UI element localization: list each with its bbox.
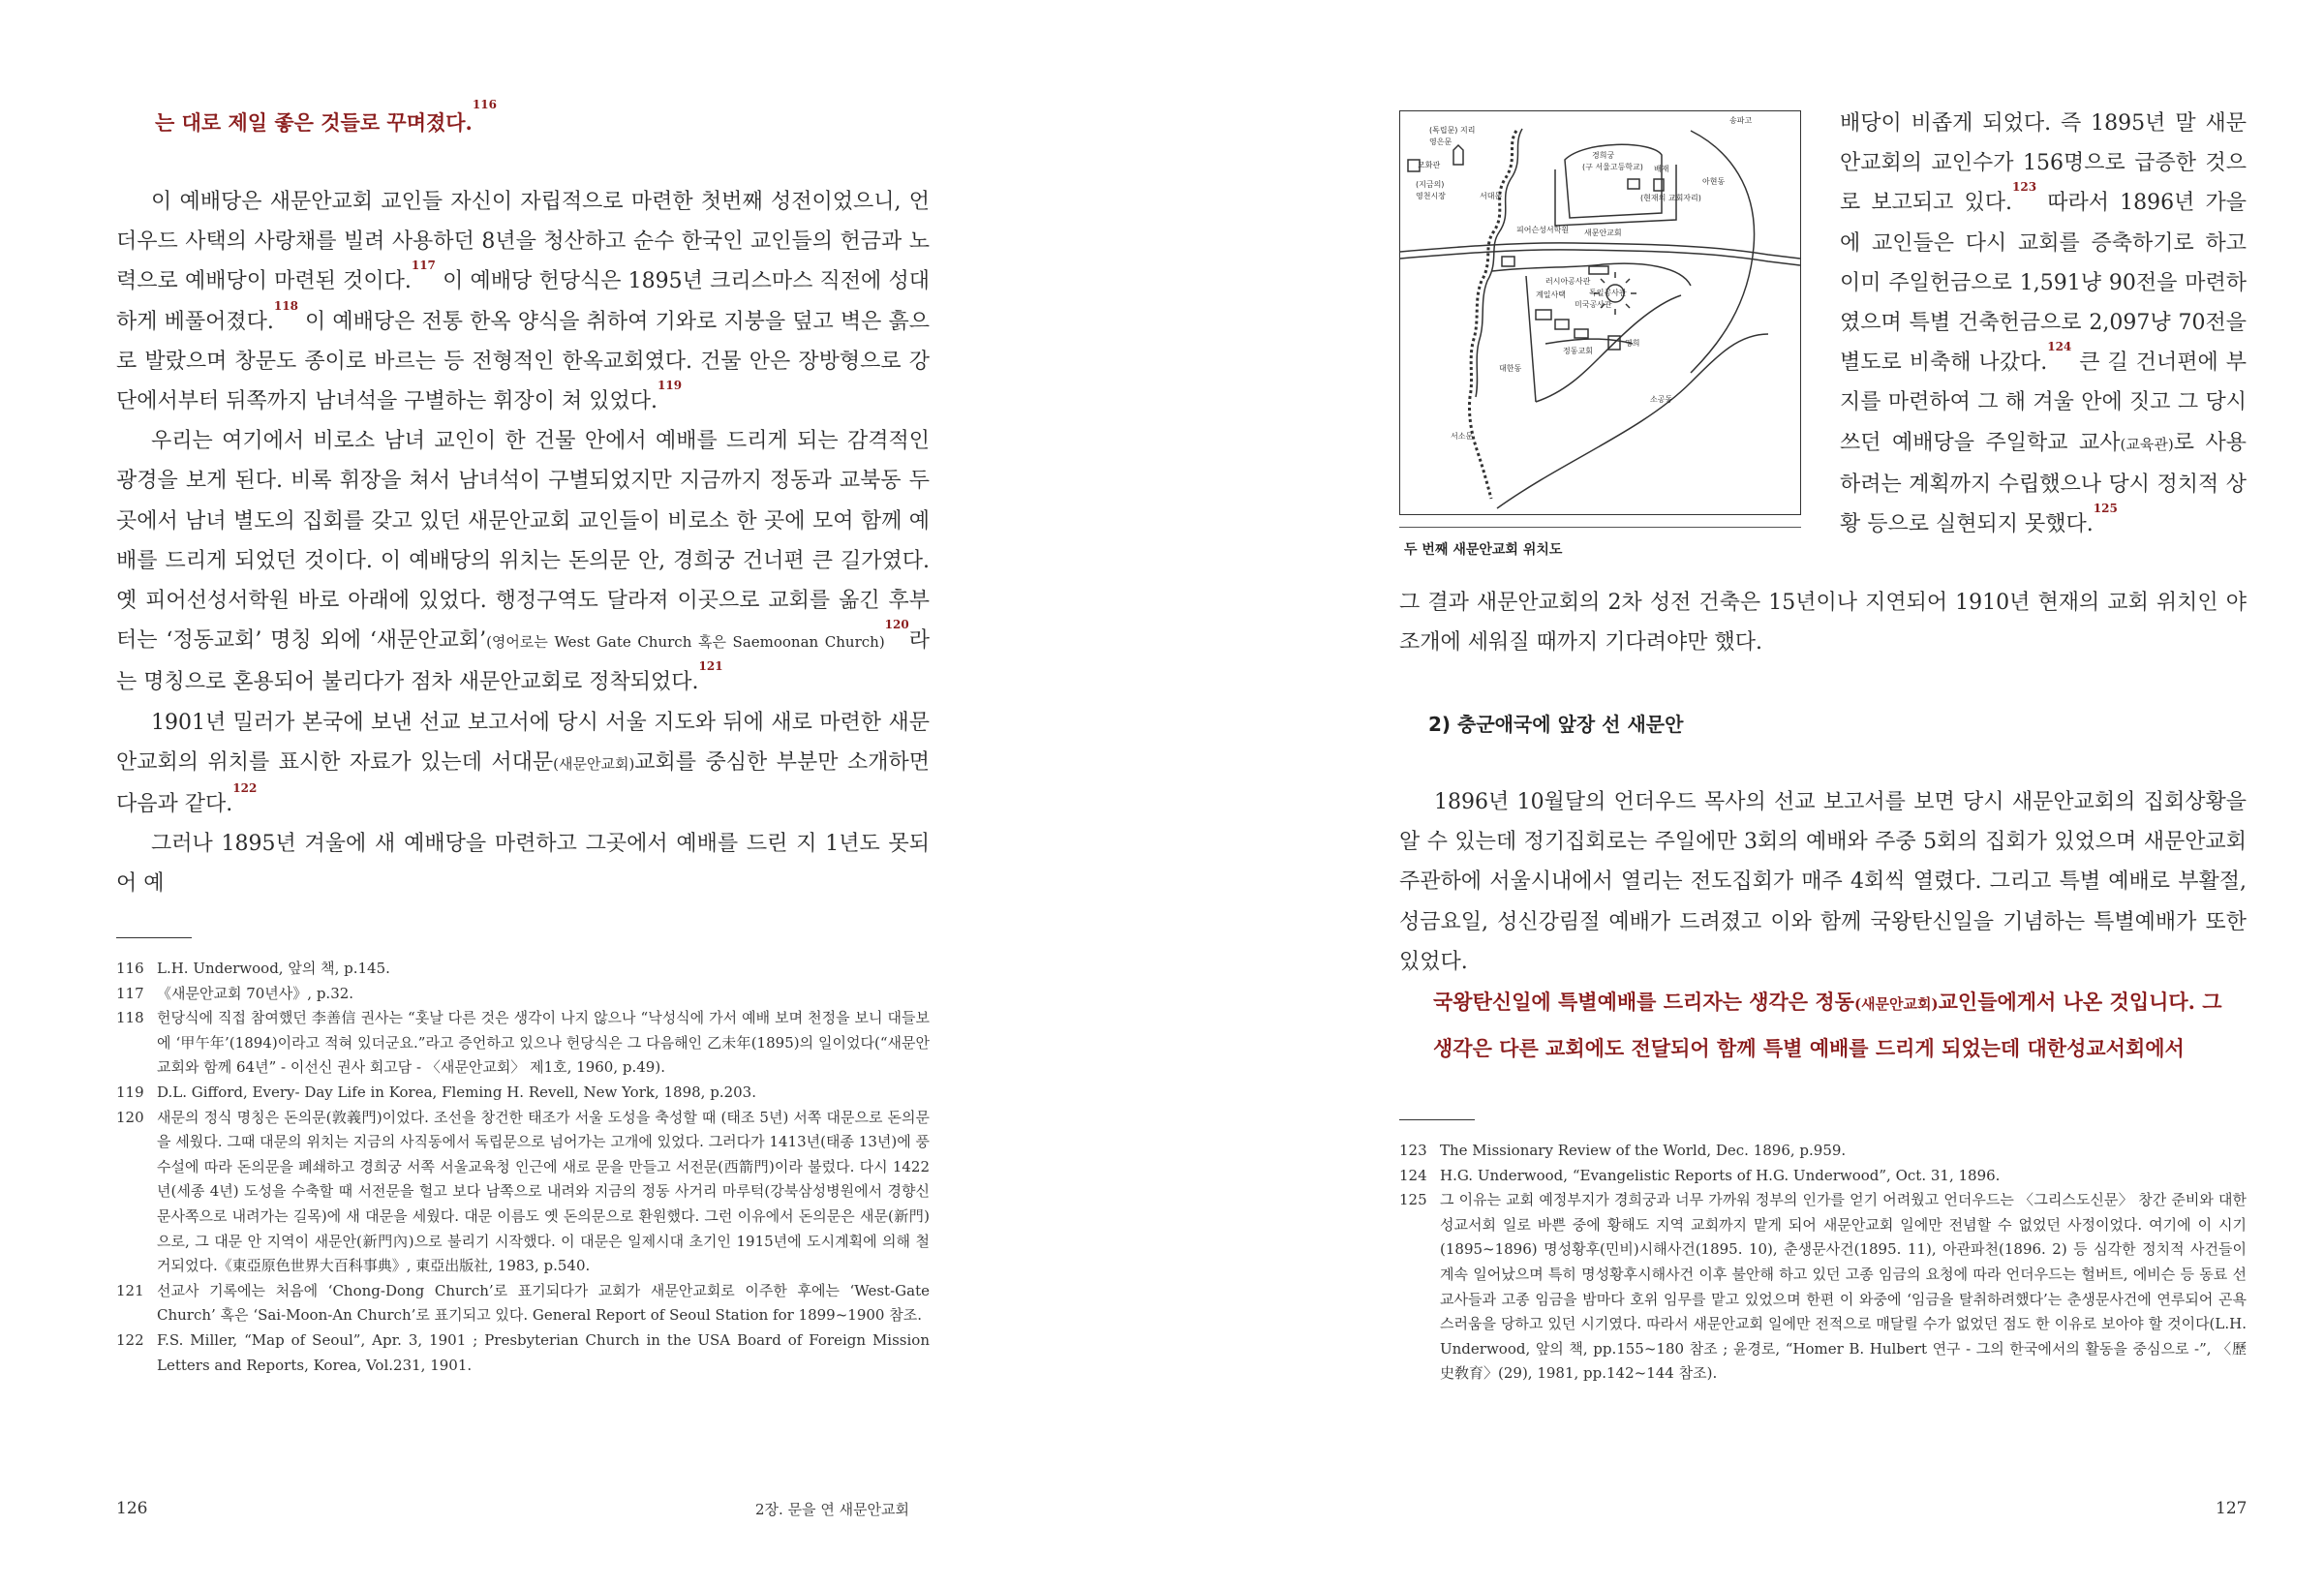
paragraph: 1901년 밀러가 본국에 보낸 선교 보고서에 당시 서울 지도와 뒤에 새로 마련한 새문안교회의 위치를 표시한 자료가 있는데 서대문(새문안교회)교회를 중심한 부분만 소개하면 다음과 같다.$^{122}$ [116, 710, 930, 817]
left-footnotes [116, 957, 930, 1378]
map-label: 모화관 [1418, 161, 1441, 169]
paragraph: 그러나 1895년 겨울에 새 예배당을 마련하고 그곳에서 예배를 드린 지 1년도 못되어 예 [116, 832, 930, 897]
paragraph: 우리는 여기에서 비로소 남녀 교인이 한 건물 안에서 예배를 드리게 되는 감격적인 광경을 보게 된다. 비록 휘장을 쳐서 남녀석이 구별되었지만 지금까지 정동과 교북동 두 곳에서 남녀 별도의 집회를 갖고 있던 새문안교회 교인들이 비로소 한 곳에 모여 함께 예배를 드리게 되었던 것이다. 이 예배당의 위치는 돈의문 안, 경희궁 건너편 큰 길가였다. 옛 피어선성서학원 바로 아래에 있었다. 행정구역도 달라져 이곳으로 교회를 옮긴 후부터는 ‘정동교회’ 명칭 외에 ‘새문안교회’(영어로는 West Gate Church 혹은 Saemoonan Church)$^{120}$라는 명칭으로 혼용되어 불리다가 점차 새문안교회로 정착되었다.$^{121}$ [116, 429, 930, 695]
map-label: 배재 [1654, 165, 1669, 173]
map-label: 영은문 [1429, 137, 1452, 146]
right-footnotes [1399, 1139, 2247, 1387]
footnote: 121 선교사 기록에는 처음에 ‘Chong-Dong Church’로 표기되다가 교회가 새문안교회로 이주한 후에는 ‘West-Gate Church’ 혹은 ‘Sai-Moon-An Church’로 표기되고 있다. General Report of Seoul Station for 1899~1900 참조. [116, 1281, 930, 1325]
top-quote: 는 대로 제일 좋은 것들로 꾸며졌다.$^{116}$ [155, 98, 497, 135]
page-number: 127 [2216, 1499, 2248, 1518]
right-body [1399, 782, 2247, 982]
map-label: 정동교회 [1563, 347, 1593, 355]
footnote-ref[interactable]: 117 [411, 259, 436, 273]
map-label: 독일공사관 [1589, 289, 1627, 297]
map-label: 소공동 [1650, 395, 1673, 404]
map-label: (독립문) 지리 [1429, 126, 1476, 135]
footnote: 120 새문의 정식 명칭은 돈의문(敦義門)이었다. 조선을 창건한 태조가 서울 도성을 축성할 때 (태조 5년) 서쪽 대문으로 돈의문을 세웠다. 그때 대문의 위치는 지금의 사직동에서 독립문으로 넘어가는 고개에 있었다. 그러다가 1413년(태종 13년)에 풍수설에 따라 돈의문을 폐쇄하고 경희궁 서쪽 서울교육청 인근에 새로 문을 만들고 서전문(西箭門)이라 불렀다. 다시 1422년(세종 4년) 도성을 수축할 때 서전문을 헐고 보다 남쪽으로 내려와 지금의 정동 사거리 마루턱(강북삼성병원에서 경향신문사쪽으로 내려가는 길목)에 새 대문을 세웠다. 대문 이름도 옛 돈의문으로 환원했다. 그런 이유에서 돈의문은 새문(新門)으로, 그 대문 안 지역이 새문안(新門內)으로 불리기 시작했다. 이 대문은 일제시대 초기인 1915년에 도시계획에 의해 철거되었다.《東亞原色世界大百科事典》, 東亞出版社, 1983, p.540. [116, 1108, 930, 1275]
right-page [1162, 0, 2324, 1587]
footnote: 119 D.L. Gifford, Every- Day Life in Korea, Fleming H. Revell, New York, 1898, p.203. [116, 1083, 756, 1101]
footnote-divider [116, 937, 192, 938]
map-label: 경희궁 [1592, 151, 1615, 160]
church-location-map [1399, 110, 1801, 515]
footnote-ref[interactable]: 121 [698, 659, 723, 674]
map-label: 피어슨성서학원 [1516, 226, 1570, 234]
figure-divider [1399, 527, 1801, 528]
paragraph: 이 예배당은 새문안교회 교인들 자신이 자립적으로 마련한 첫번째 성전이었으니, 언더우드 사택의 사랑채를 빌려 사용하던 8년을 청산하고 순수 한국인 교인들의 헌금과 노력으로 예배당이 마련된 것이다.$^{117}$ 이 예배당 헌당식은 1895년 크리스마스 직전에 성대하게 베풀어졌다.$^{118}$ 이 예배당은 전통 한옥 양식을 취하여 기와로 지붕을 덮고 벽은 흙으로 발랐으며 창문도 종이로 바르는 등 전형적인 한옥교회였다. 건물 안은 장방형으로 강단에서부터 뒤쪽까지 남녀석을 구별하는 휘장이 쳐 있었다.$^{119}$ [116, 190, 931, 414]
right-body-wrap [1840, 104, 2247, 544]
map-label: 송파고 [1729, 116, 1753, 125]
footnote: 118 헌당식에 직접 참여했던 李善信 권사는 “홋날 다른 것은 생각이 나지 않으나 “낙성식에 가서 예배 보며 천정을 보니 대들보에 ‘甲午年’(1894)이라고 적혀 있더군요.”라고 증언하고 있으나 헌당식은 그 다음해인 乙未年(1895)의 일이었다(“새문안교회와 함께 64년” - 이선신 권사 회고담 - 〈새문안교회〉 제1호, 1960, p.49). [116, 1009, 930, 1077]
map-label: (지금의) [1416, 180, 1445, 189]
running-head: 2장. 문을 연 새문안교회 [755, 1501, 910, 1518]
left-body [116, 182, 930, 904]
map-label: 서소문 [1451, 432, 1474, 441]
right-body-continued [1399, 583, 2247, 662]
footnote: 124 H.G. Underwood, “Evangelistic Reports of H.G. Underwood”, Oct. 31, 1896. [1399, 1166, 2001, 1184]
map-label: (현재의 교회자리) [1640, 194, 1701, 202]
map-label: 계일사택 [1536, 290, 1566, 299]
paragraph: 1896년 10월달의 언더우드 목사의 선교 보고서를 보면 당시 새문안교회의 집회상황을 알 수 있는데 정기집회로는 주일에만 3회의 예배와 주중 5회의 집회가 있었으며 새문안교회 주관하에 서울시내에서 열리는 전도집회가 매주 4회씩 열렸다. 그리고 특별 예배로 부활절, 성금요일, 성신강림절 예배가 드려졌고 이와 함께 국왕탄신일을 기념하는 특별예배가 또한 있었다. [1399, 790, 2247, 974]
footnote-divider [1399, 1119, 1475, 1120]
footnote-ref[interactable]: 120 [884, 618, 909, 632]
map-label: 대한동 [1499, 364, 1522, 373]
page-number: 126 [116, 1499, 148, 1518]
map-label: 영희 [1625, 339, 1640, 348]
map-label: 미국공사관 [1575, 300, 1612, 309]
paragraph: 그 결과 새문안교회의 2차 성전 건축은 15년이나 지연되어 1910년 현재의 교회 위치인 야조개에 세워질 때까지 기다려야만 했다. [1399, 591, 2247, 656]
footnote-ref[interactable]: 118 [273, 298, 298, 313]
map-label: 영천시장 [1416, 192, 1446, 200]
footnote: 117 《새문안교회 70년사》, p.32. [116, 984, 354, 1002]
map-label: (구 서울고등학교) [1582, 163, 1643, 171]
map-label: 새문안교회 [1584, 229, 1622, 237]
footnote-ref[interactable]: 124 [2047, 340, 2072, 354]
footnote: 122 F.S. Miller, “Map of Seoul”, Apr. 3, 1901 ; Presbyterian Church in the USA Board of Foreign Mission Letters and Reports, Korea, Vol.231, 1901. [116, 1330, 930, 1374]
footnote: 116 L.H. Underwood, 앞의 책, p.145. [116, 960, 390, 977]
section-heading: 2) 충군애국에 앞장 선 새문안 [1428, 713, 1684, 736]
paragraph: 배당이 비좁게 되었다. 즉 1895년 말 새문안교회의 교인수가 156명으로 급증한 것으로 보고되고 있다.$^{123}$ 따라서 1896년 가을에 교인들은 다시 교회를 증축하기로 하고 이미 주일헌금으로 1,591냥 90전을 마련하였으며 특별 건축헌금으로 2,097냥 70전을 별도로 비축해 나갔다.$^{124}$ 큰 길 건너편에 부지를 마련하여 그 해 겨울 안에 짓고 그 당시 쓰던 예배당을 주일학교 교사(교육관)로 사용하려는 계획까지 수립했으나 당시 정치적 상황 등으로 실현되지 못했다.$^{125}$ [1840, 111, 2247, 537]
map-label: 러시아공사관 [1545, 277, 1591, 286]
footnote-ref[interactable]: 125 [2093, 502, 2118, 516]
footnote-ref[interactable]: 122 [232, 781, 258, 796]
map-label: 아현동 [1702, 177, 1726, 186]
footnote-ref[interactable]: 119 [657, 379, 683, 393]
footnote: 125 그 이유는 교회 예정부지가 경희궁과 너무 가까워 정부의 인가를 얻기 어려웠고 언더우드는 〈그리스도신문〉 창간 준비와 대한성교서회 일로 바쁜 중에 황해도 지역 교회까지 맡게 되어 새문안교회 일에만 전념할 수 없었던 사정이었다. 여기에 이 시기(1895~1896) 명성황후(민비)시해사건(1895. 10), 춘생문사건(1895. 11), 아관파천(1896. 2) 등 심각한 정치적 사건들이 계속 일어났으며 특히 명성황후시해사건 이후 불안해 하고 있던 고종 임금의 요청에 따라 언더우드는 헐버트, 에비슨 등 동료 선교사들과 고종 임금을 밤마다 호위 임무를 맡고 있었으며 한편 이 와중에 ‘임금을 탈취하려했다’는 춘생문사건에 연루되어 곤욕스러움을 당하고 있던 시기였다. 따라서 새문안교회 일에만 전적으로 매달릴 수가 없었던 점도 한 이유로 보아야 할 것이다(L.H. Underwood, 앞의 책, pp.155~180 참조 ; 윤경로, “Homer B. Hulbert 연구 - 그의 한국에서의 활동을 중심으로 -”, 〈歷史敎育〉(29), 1981, pp.142~144 참조). [1399, 1191, 2247, 1383]
block-quote: 국왕탄신일에 특별예배를 드리자는 생각은 정동(새문안교회)교인들에게서 나온 것입니다. 그 생각은 다른 교회에도 전달되어 함께 특별 예배를 드리게 되었는데 대한성교서회에서 [1433, 990, 2222, 1060]
map-label: 서대문 [1480, 192, 1503, 200]
figure-caption: 두 번째 새문안교회 위치도 [1404, 542, 1563, 558]
footnote-ref[interactable]: 116 [472, 98, 497, 111]
footnote: 123 The Missionary Review of the World, Dec. 1896, p.959. [1399, 1142, 1847, 1159]
map-drawing [1400, 111, 1800, 514]
footnote-ref[interactable]: 123 [2012, 180, 2037, 195]
